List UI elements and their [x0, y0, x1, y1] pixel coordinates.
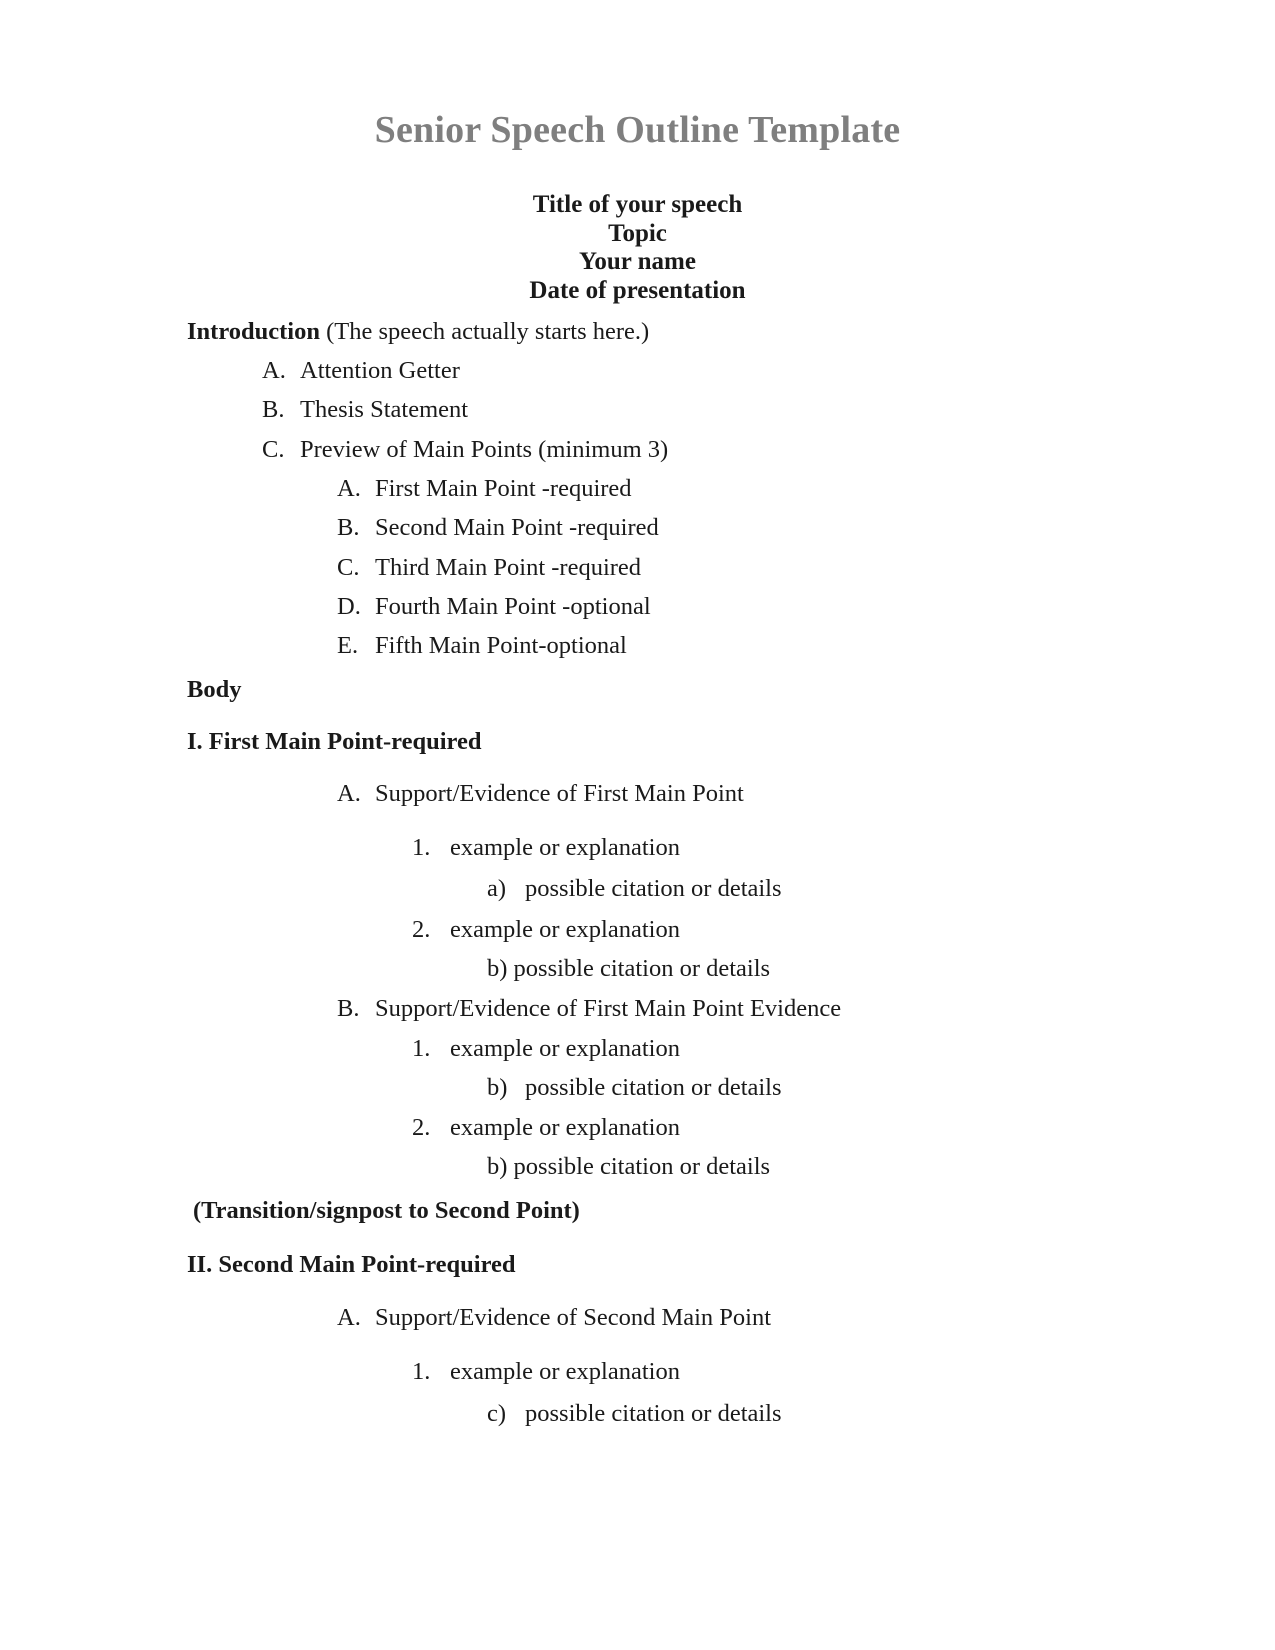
- citation-item: [487, 1399, 782, 1429]
- preview-item-d: [337, 592, 651, 622]
- citation-item: b) possible citation or details: [487, 955, 771, 982]
- list-marker: b): [487, 1074, 508, 1101]
- example-item: [412, 915, 680, 945]
- introduction-label: Introduction: [187, 318, 320, 345]
- list-item-text: possible citation or details: [525, 875, 782, 902]
- support-a-first-point: [337, 779, 744, 809]
- transition-heading: (Transition/signpost to Second Point): [193, 1197, 580, 1224]
- list-item-text: example or explanation: [450, 1035, 680, 1062]
- list-marker: A.: [337, 780, 361, 807]
- list-item-text: Fourth Main Point -optional: [375, 593, 651, 620]
- introduction-note: (The speech actually starts here.): [319, 318, 650, 345]
- intro-item-b: [262, 395, 468, 425]
- intro-item-a: [262, 356, 460, 386]
- list-item-text: example or explanation: [450, 1358, 680, 1385]
- list-marker: c): [487, 1400, 507, 1427]
- list-item-text: Support/Evidence of First Main Point: [375, 780, 744, 807]
- list-marker: 2.: [412, 1114, 431, 1141]
- speech-title-line: Title of your speech: [532, 191, 743, 218]
- date-line: Date of presentation: [529, 276, 746, 304]
- list-item-text: Support/Evidence of Second Main Point: [375, 1304, 772, 1331]
- document-title: Senior Speech Outline Template: [374, 109, 901, 151]
- list-item-text: example or explanation: [450, 916, 680, 943]
- list-marker: C.: [337, 554, 360, 581]
- preview-item-a: [337, 474, 632, 504]
- preview-item-b: [337, 513, 659, 543]
- list-marker: 1.: [412, 1035, 431, 1062]
- list-item-text: Support/Evidence of First Main Point Evidence: [375, 995, 842, 1022]
- introduction-line: [187, 317, 649, 347]
- list-marker: B.: [337, 995, 360, 1022]
- example-item: [412, 1113, 680, 1143]
- list-item-text: Attention Getter: [300, 357, 460, 384]
- list-marker: A.: [337, 1304, 361, 1331]
- list-item-text: example or explanation: [450, 834, 680, 861]
- support-b-first-point: [337, 994, 841, 1024]
- list-item-text: Preview of Main Points (minimum 3): [300, 436, 669, 463]
- name-line: Your name: [579, 248, 696, 275]
- list-marker: A.: [337, 475, 361, 502]
- list-item-text: First Main Point -required: [375, 475, 632, 502]
- list-marker: A.: [262, 357, 286, 384]
- list-item-text: Second Main Point -required: [375, 514, 659, 541]
- support-a-second-point: [337, 1303, 771, 1333]
- list-marker: 2.: [412, 916, 431, 943]
- list-item-text: Thesis Statement: [300, 396, 469, 423]
- citation-item: [487, 1073, 782, 1103]
- list-marker: D.: [337, 593, 361, 620]
- first-main-point-heading: I. First Main Point-required: [187, 728, 482, 755]
- list-marker: E.: [337, 632, 359, 659]
- list-marker: B.: [262, 396, 285, 423]
- preview-item-e: [337, 631, 627, 661]
- list-marker: 1.: [412, 1358, 431, 1385]
- second-main-point-heading: II. Second Main Point-required: [187, 1251, 516, 1278]
- body-heading: Body: [187, 676, 242, 703]
- topic-line: Topic: [608, 219, 667, 247]
- list-item-text: example or explanation: [450, 1114, 680, 1141]
- list-item-text: Fifth Main Point-optional: [375, 632, 627, 659]
- list-marker: 1.: [412, 834, 431, 861]
- example-item: [412, 1357, 680, 1387]
- speech-header: [0, 191, 1275, 305]
- citation-item: b) possible citation or details: [487, 1153, 771, 1180]
- example-item: [412, 1034, 680, 1064]
- list-marker: a): [487, 875, 507, 902]
- example-item: [412, 833, 680, 863]
- preview-item-c: [337, 553, 641, 583]
- citation-item: [487, 874, 782, 904]
- list-marker: B.: [337, 514, 360, 541]
- list-item-text: possible citation or details: [525, 1074, 782, 1101]
- list-item-text: Third Main Point -required: [375, 554, 642, 581]
- intro-item-c: [262, 435, 668, 465]
- list-marker: C.: [262, 436, 285, 463]
- list-item-text: possible citation or details: [525, 1400, 782, 1427]
